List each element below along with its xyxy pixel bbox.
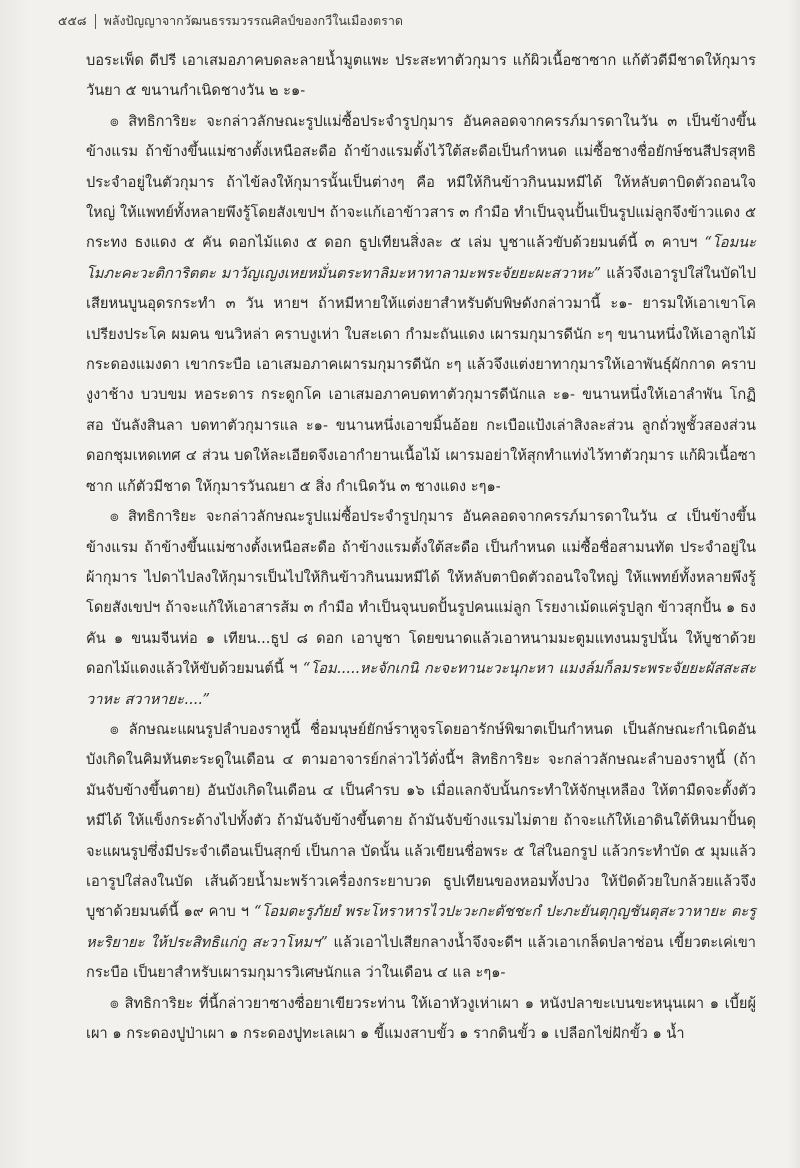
- page-edge-shadow: [788, 0, 800, 1168]
- paragraph: [86, 715, 756, 989]
- incantation-text: “โอมตะรูภัยยํ พระโหราหารไวปะวะกะตัชชะกํ ปะภะยันตุกุญชันตุสะวาหายะ ตะรูหะริยายะ ให้ประสิทธิแก่กู สะวาโหมฯ”: [86, 903, 756, 951]
- paragraph: [86, 107, 756, 502]
- paragraph-text: แล้วจึงเอารูปใส่ในบัดไปเสียหนบูนอุดรกระทำ ๓ วัน หายฯ ถ้าหมีหายให้แต่งยาสำหรับดับพิษดังกล่าวมานี้ ะ๑- ยารมให้เอาเขาโคเปรียงประโค ผมคน ขนวิหล่า คราบงูเห่า ใบสะเดา กำมะถันแดง เผารมกุมารดีนัก ะๆ ขนานหนึ่งให้เอาลูกไม้กระดองแมงดา เขากระบือ เอาเสมอภาคเผารมกุมารดีนัก ะๆ แล้วจึงแต่งยาทากุมารให้เอาพันธุ์ผักกาด คราบงูงาช้าง บวบขม หอระดาร กระดูกโค เอาเสมอภาคบดทาตัวกุมารดีนักแล ะ๑- ขนานหนึ่งให้เอาลำพัน โกฏิสอ บันลังสินลา บดทาตัวกุมารแล ะ๑- ขนานหนึ่งเอาขมิ้นอ้อย กะเบือแป้งเล่าสิงละส่วน ลูกถั่วพูชั้วสองส่วน ดอกชุมเหดเทศ ๔ ส่วน บดให้ละเอียดจึงเอากำยานเนื้อไม้ เผารมอย่าให้สุกทำแท่งไว้ทาตัวกุมาร แก้ผิวเนื้อซาซาก แก้ตัวมีชาด ให้กุมารวันณยา ๕ สิ่ง กำเนิดวัน ๓ ชางแดง ะๆ๑-: [86, 264, 757, 495]
- paragraph: [86, 502, 756, 715]
- paragraph: [86, 46, 756, 107]
- incantation-text: “โอม.....หะจักเกนิ กะจะทานะวะนุกะหา แมงล์มก็ลมระพระจัยยะผัสสะสะวาหะ สวาหายะ....”: [86, 660, 756, 708]
- running-title: พลังปัญญาจากวัฒนธรรมวรรณศิลป์ของกวีในเมืองตราด: [103, 13, 403, 28]
- paragraph-text: ๏ สิทธิการิยะ จะกล่าวลักษณะรูปแม่ซื้อประจำรูปกุมาร อันคลอดจากครรภ์มารดาในวัน ๓ เป็นข้างขึ้น ข้างแรม ถ้าข้างขึ้นแม่ซางตั้งเหนือสะดือ ถ้าข้างแรมตั้งไว้ใต้สะดือเป็นกำหนด แม่ซื้อชางชื่อยักษ์ชนสีปรสุทธิประจำอยู่ในตัวกุมาร ถ้าไข้ลงให้กุมารนั้นเป็นต่างๆ คือ หมีให้กินข้าวกินนมหมีได้ ให้หลับตาบิดตัวถอนใจใหญ่ ให้แพทย์ทั้งหลายพึงรู้โดยสังเขปฯ ถ้าจะแก้เอาข้าวสาร ๓ กำมือ ทำเป็นจุนปั้นเป็นรูปแม่ลูกจึงข้าวแดง ๕ กระทง ธงแดง ๕ คัน ดอกไม้แดง ๕ ดอก ธูปเทียนสิ่งละ ๕ เล่ม บูชาแล้วขับด้วยมนต์นี้ ๓ คาบฯ: [86, 112, 756, 252]
- paragraph-text: แล้วเอาไปเสียกลางน้ำจึงจะดีฯ แล้วเอาเกล็ดปลาช่อน เขี้ยวตะเค่เขากระบือ เป็นยาสำหรับเผารมกุมารวิเศษนักแล ว่าในเดือน ๔ แล ะๆ๑-: [86, 933, 757, 982]
- paragraph-text: ๏ สิทธิการิยะ ที่นี้กล่าวยาซางซื่อยาเขียวระท่าน ให้เอาหัวงูเห่าเผา ๑ หนังปลาขะเบนขะหนุนเผา ๑ เบี้ยผู้เผา ๑ กระดองปูป่าเผา ๑ กระดองปูทะเลเผา ๑ ขี้แมงสาบขั้ว ๑ รากดินขั้ว ๑ เปลือกไข่ฝักขั้ว ๑ น้ำ: [86, 994, 756, 1042]
- body-text: [86, 46, 756, 1049]
- page-number: ๕๕๘: [58, 13, 87, 28]
- running-header: [58, 10, 760, 32]
- paragraph-text: ๏ สิทธิการิยะ จะกล่าวลักษณะรูปแม่ซื้อประจำรูปกุมาร อันคลอดจากครรภ์มารดาในวัน ๔ เป็นข้างขึ้นข้างแรม ถ้าข้างขึ้นแม่ซางตั้งเหนือสะดือ ถ้าข้างแรมตั้งใต้สะดือ เป็นกำหนด แม่ซื้อชื่อสามนทัต ประจำอยู่ในผ้ากุมาร ไปดาไปลงให้กุมารเป็นไปให้กินข้าวกินนมหมีได้ ให้หลับตาบิดตัวถอนใจใหญ่ ให้แพทย์ทั้งหลายพึงรู้โดยสังเขปฯ ถ้าจะแก้ให้เอาสารส้ม ๓ กำมือ ทำเป็นจุนบดปั้นรูปคนแม่ลูก โรยงาเม้ดแค่รูปลูก ข้าวสุกปั้น ๑ ธงคัน ๑ ขนมจีนห่อ ๑ เทียน...ธูป ๘ ดอก เอาบูชา โดยขนาดแล้วเอาหนามมะตูมแทงนมรูปนั้น ให้บูชาด้วยดอกไม้แดงแล้วให้ขับด้วยมนต์นี้ ฯ: [86, 508, 756, 678]
- paragraph-text: บอระเพ็ด ดีปรี เอาเสมอภาคบดละลายน้ำมูตแพะ ประสะทาตัวกุมาร แก้ผิวเนื้อซาซาก แก้ตัวดีมีชาดให้กุมาร วันยา ๕ ขนานกำเนิดชางวัน ๒ ะ๑-: [86, 52, 756, 100]
- paragraph: [86, 989, 756, 1050]
- header-divider: [95, 14, 96, 29]
- incantation-text: “โอมนะโมภะคะวะติการิตตะ มาวัญเญงเหยหมั่นตระทาลิมะหาทาลามะพระจัยยะผะสวาหะ”: [86, 234, 756, 282]
- paragraph-text: ๏ ลักษณะแผนรูปลำบองราหูนี้ ชื่อมนุษย์ยักษ์ราหูจรโดยอารักษ์พิฆาตเป็นกำหนด เป็นลักษณะกำเนิดอันบังเกิดในคิมหันตะระดูในเดือน ๔ ตามอาจารย์กล่าวไว้ดั่งนี้ฯ สิทธิการิยะ จะกล่าวลักษณะลำบองราหูนี้ (ถ้ามันจับข้างขึ้นตาย) อันบังเกิดในเดือน ๔ เป็นคำรบ ๑๖ เมื่อแลกจับนั้นกระทำให้จักษุเหลือง ให้ตามืดจะตั้งตัวหมีได้ ให้แข็งกระด้างไปทั้งตัว ถ้ามันจับข้างขึ้นตาย ถ้ามันจับข้างแรมไม่ตาย ถ้าจะแก้ให้เอาดินใต้หินมาปั้นดุจะแผนรูปซึ่งมีประจำเดือนเป็นสุกข์ เป็นกาล บัดนั้น แล้วเขียนชื่อพระ ๕ ใส่ในอกรูป แล้วกระทำบัด ๕ มุมแล้วเอารูปใส่ลงในบัด เส้นด้วยน้ำมะพร้าวเครื่องกระยาบวด ธูปเทียนของหอมทั้งปวง ให้ปัดด้วยใบกล้วยแล้วจึงบูชาด้วยมนต์นี้ ๑๙ คาบ ฯ: [86, 720, 756, 921]
